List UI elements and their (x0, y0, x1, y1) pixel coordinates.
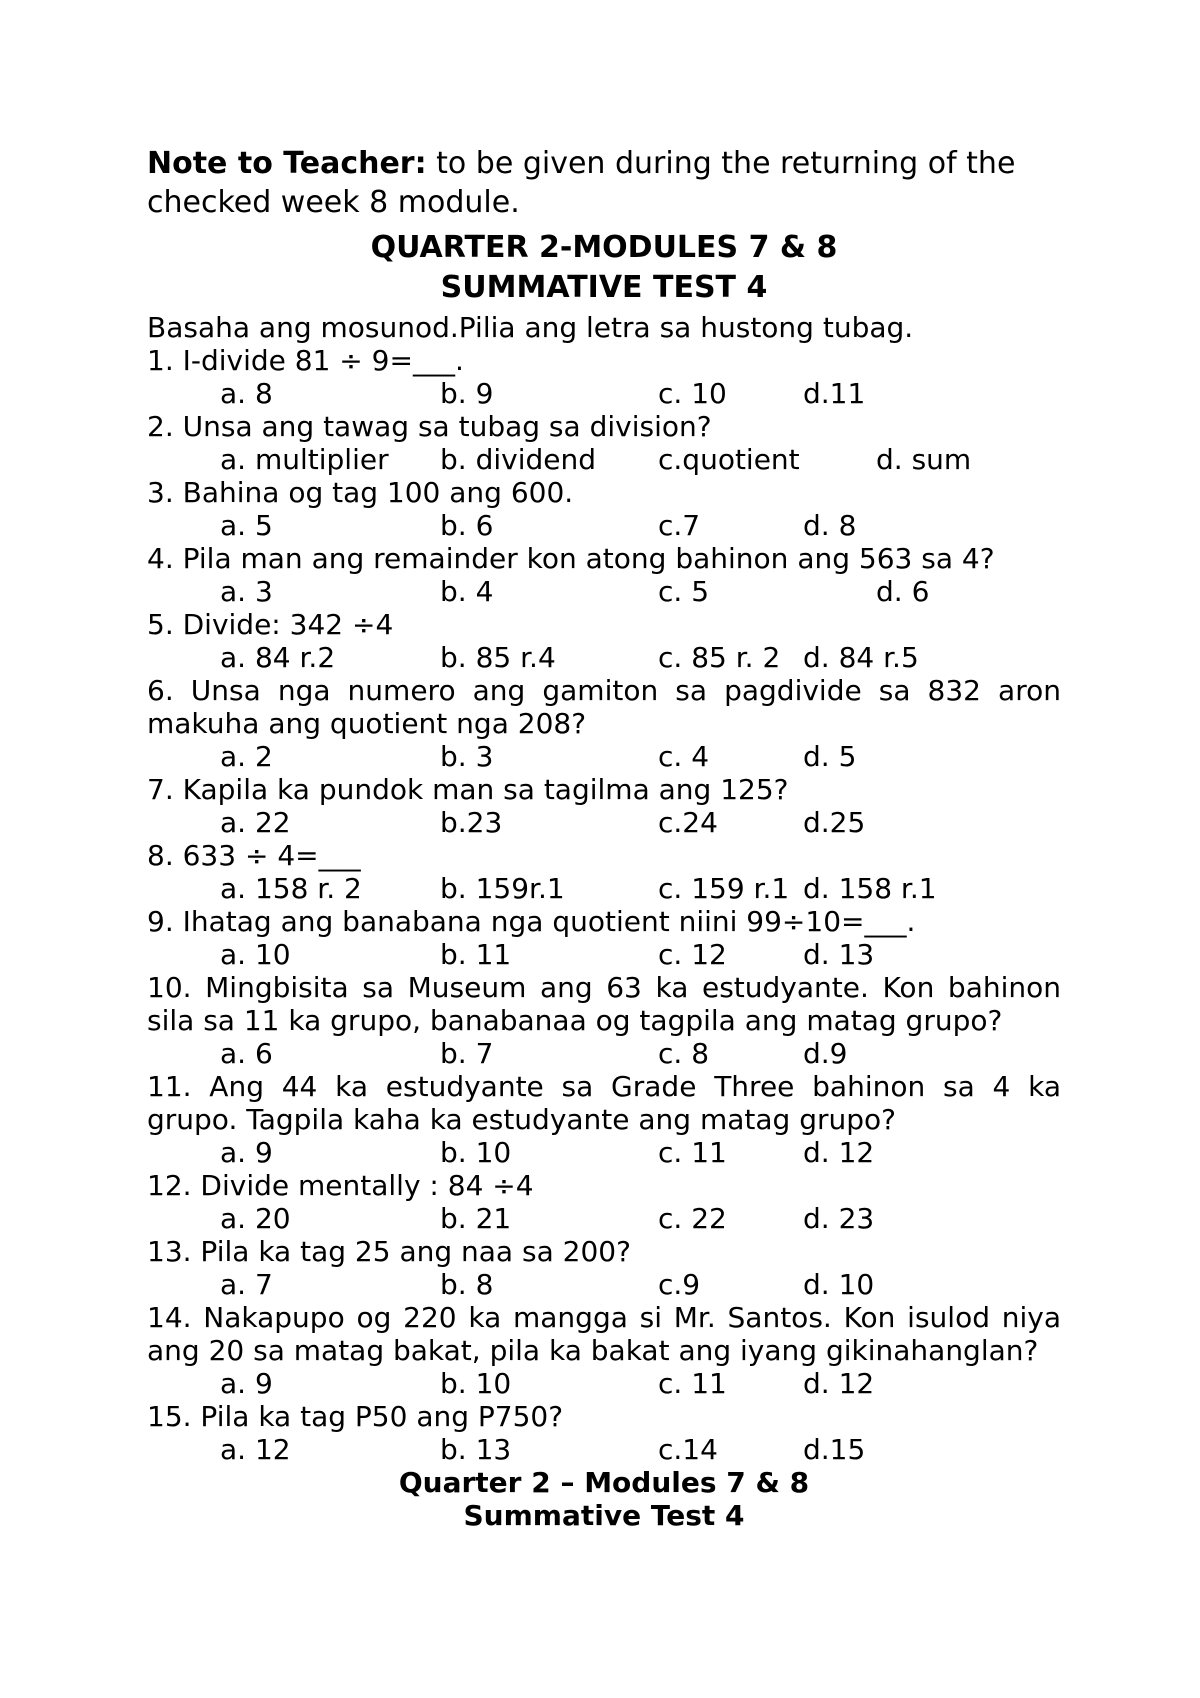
question-text: 7. Kapila ka pundok man sa tagilma ang 125? (147, 773, 789, 806)
note-to-teacher (147, 144, 1061, 222)
choice-b: b. 11 (440, 938, 512, 971)
choice-row (147, 509, 1061, 542)
choice-a: a. 9 (220, 1136, 273, 1169)
question-text: 2. Unsa ang tawag sa tubag sa division? (147, 410, 712, 443)
choice-b: b. 85 r.4 (440, 641, 556, 674)
choice-b: b. 159r.1 (440, 872, 565, 905)
choice-c: c. 159 r.1 (658, 872, 790, 905)
choice-c: c. 5 (658, 575, 710, 608)
choice-d: d. 12 (803, 1367, 875, 1400)
choice-c: c.14 (658, 1433, 718, 1466)
choice-b: b. 7 (440, 1037, 494, 1070)
choice-d: d. sum (876, 443, 972, 476)
choice-a: a. 7 (220, 1268, 273, 1301)
choice-d: d.9 (803, 1037, 848, 1070)
choice-b: b. dividend (440, 443, 596, 476)
choice-row (147, 938, 1061, 971)
choice-c: c. 11 (658, 1367, 727, 1400)
choice-a: a. multiplier (220, 443, 389, 476)
choice-d: d.11 (803, 377, 866, 410)
choice-a: a. 5 (220, 509, 273, 542)
question-text: 15. Pila ka tag P50 ang P750? (147, 1400, 564, 1433)
question-list (147, 344, 1061, 1466)
footer-title: Quarter 2 – Modules 7 & 8 (398, 1466, 810, 1499)
choice-row (147, 806, 1061, 839)
choice-row (147, 443, 1061, 476)
test-page (147, 144, 1061, 1532)
choice-row (147, 1268, 1061, 1301)
note-text: to be given during the returning of the checked week 8 module. (147, 146, 1016, 220)
choice-d: d. 12 (803, 1136, 875, 1169)
choice-d: d. 84 r.5 (803, 641, 919, 674)
question-text: 9. Ihatag ang banabana nga quotient niini 99÷10=___. (147, 905, 916, 938)
choice-d: d. 6 (876, 575, 930, 608)
choice-c: c.9 (658, 1268, 701, 1301)
choice-row (147, 377, 1061, 410)
choice-d: d.25 (803, 806, 866, 839)
question-text: 1. I-divide 81 ÷ 9=___. (147, 344, 464, 377)
choice-d: d. 5 (803, 740, 857, 773)
question-text: 10. Mingbisita sa Museum ang 63 ka estudyante. Kon bahinon sila sa 11 ka grupo, banabanaa og tagpila ang matag grupo? (147, 971, 1061, 1037)
choice-b: b. 10 (440, 1367, 512, 1400)
choice-c: c. 22 (658, 1202, 727, 1235)
choice-b: b. 4 (440, 575, 494, 608)
choice-b: b. 3 (440, 740, 494, 773)
choice-b: b. 6 (440, 509, 494, 542)
footer-subtitle: Summative Test 4 (463, 1499, 745, 1532)
choice-c: c.7 (658, 509, 701, 542)
choice-a: a. 12 (220, 1433, 291, 1466)
choice-a: a. 2 (220, 740, 273, 773)
question-text: 13. Pila ka tag 25 ang naa sa 200? (147, 1235, 631, 1268)
choice-a: a. 158 r. 2 (220, 872, 362, 905)
choice-d: d.15 (803, 1433, 866, 1466)
choice-row (147, 740, 1061, 773)
question-text: 6. Unsa nga numero ang gamiton sa pagdivide sa 832 aron makuha ang quotient nga 208? (147, 674, 1061, 740)
choice-c: c. 4 (658, 740, 710, 773)
question-text: 12. Divide mentally : 84 ÷4 (147, 1169, 534, 1202)
choice-a: a. 22 (220, 806, 291, 839)
choice-b: b. 21 (440, 1202, 512, 1235)
choice-c: c. 85 r. 2 (658, 641, 781, 674)
choice-b: b.23 (440, 806, 503, 839)
choice-row (147, 1433, 1061, 1466)
choice-row (147, 575, 1061, 608)
choice-c: c. 12 (658, 938, 727, 971)
question-text: 14. Nakapupo og 220 ka mangga si Mr. Santos. Kon isulod niya ang 20 sa matag bakat, pila ka bakat ang iyang gikinahanglan? (147, 1301, 1061, 1367)
choice-row (147, 1136, 1061, 1169)
page-title: QUARTER 2-MODULES 7 & 8 (370, 230, 838, 265)
question-text: 8. 633 ÷ 4=___ (147, 839, 361, 872)
choice-row (147, 1202, 1061, 1235)
question-text: 11. Ang 44 ka estudyante sa Grade Three bahinon sa 4 ka grupo. Tagpila kaha ka estudyante ang matag grupo? (147, 1070, 1061, 1136)
choice-a: a. 9 (220, 1367, 273, 1400)
choice-a: a. 10 (220, 938, 291, 971)
choice-row (147, 1367, 1061, 1400)
choice-a: a. 6 (220, 1037, 273, 1070)
instruction: Basaha ang mosunod.Pilia ang letra sa hustong tubag. (147, 311, 914, 344)
choice-d: d. 13 (803, 938, 875, 971)
choice-a: a. 20 (220, 1202, 291, 1235)
choice-a: a. 84 r.2 (220, 641, 336, 674)
choice-c: c.quotient (658, 443, 800, 476)
choice-d: d. 10 (803, 1268, 875, 1301)
choice-row (147, 1037, 1061, 1070)
choice-a: a. 8 (220, 377, 273, 410)
choice-b: b. 13 (440, 1433, 512, 1466)
choice-c: c. 11 (658, 1136, 727, 1169)
question-text: 5. Divide: 342 ÷4 (147, 608, 394, 641)
choice-c: c. 10 (658, 377, 727, 410)
choice-c: c. 8 (658, 1037, 710, 1070)
page-subtitle: SUMMATIVE TEST 4 (440, 270, 768, 305)
choice-d: d. 8 (803, 509, 857, 542)
choice-c: c.24 (658, 806, 718, 839)
choice-b: b. 10 (440, 1136, 512, 1169)
choice-d: d. 23 (803, 1202, 875, 1235)
question-text: 4. Pila man ang remainder kon atong bahinon ang 563 sa 4? (147, 542, 995, 575)
choice-d: d. 158 r.1 (803, 872, 937, 905)
question-text: 3. Bahina og tag 100 ang 600. (147, 476, 574, 509)
choice-b: b. 9 (440, 377, 494, 410)
choice-row (147, 872, 1061, 905)
note-label: Note to Teacher: (147, 146, 427, 181)
choice-a: a. 3 (220, 575, 273, 608)
choice-row (147, 641, 1061, 674)
choice-b: b. 8 (440, 1268, 494, 1301)
